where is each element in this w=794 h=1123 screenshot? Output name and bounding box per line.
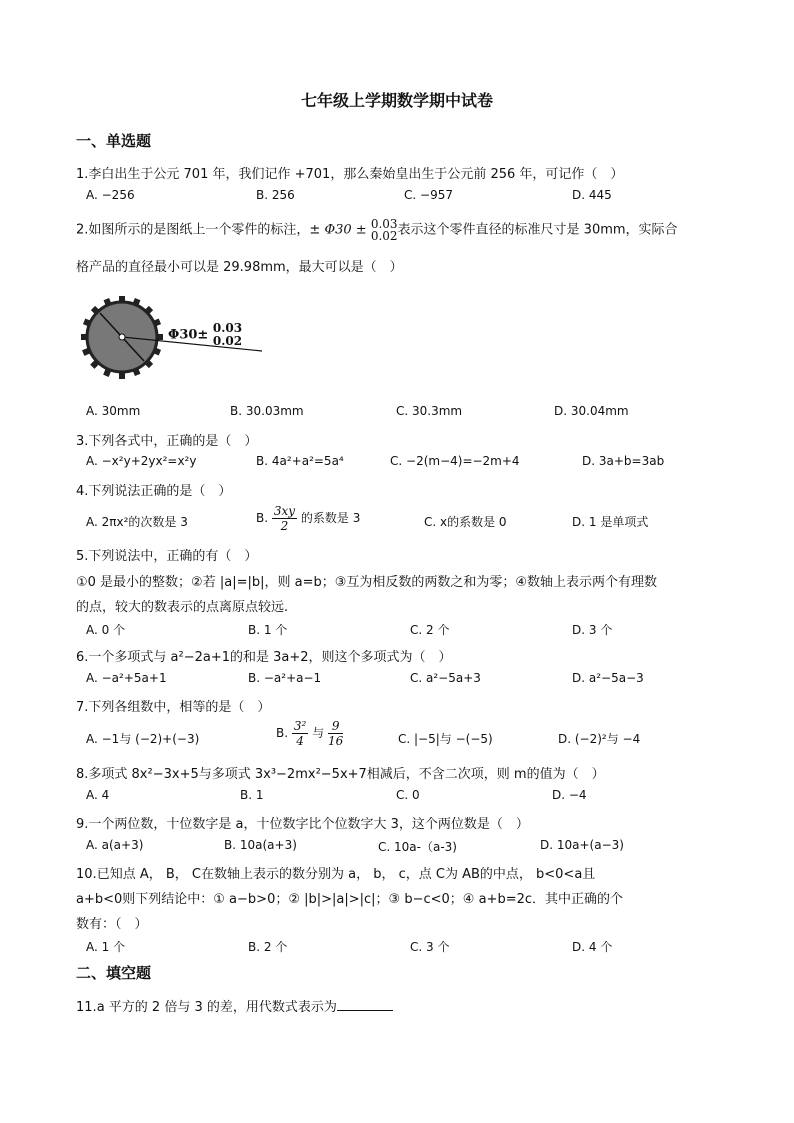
q7-option-a: A. −1与 (−2)+(−3) [86,732,200,746]
answer-blank[interactable] [337,998,393,1011]
tolerance-stack: 0.03 0.02 [370,217,398,243]
question-10: 10.已知点 A， B， C在数轴上表示的数分别为 a， b， c，点 C为 AB的中点， b<0<a且 [76,867,596,882]
q3-option-a: A. −x²y+2yx²=x²y [86,454,197,468]
q1-option-d: D. 445 [572,188,612,202]
question-8: 8.多项式 8x²−3x+5与多项式 3x³−2mx²−5x+7相减后，不含二次项，则 m的值为（ ） [76,767,605,782]
q8-option-d: D. −4 [552,788,587,802]
section-heading-fill-in: 二、填空题 [76,964,152,982]
q3-option-b: B. 4a²+a²=5a⁴ [256,454,344,468]
q10-option-b: B. 2 个 [248,940,288,954]
q7-option-c: C. |−5|与 −(−5) [398,732,493,746]
q1-option-a: A. −256 [86,188,135,202]
page-title: 七年级上学期数学期中试卷 [300,91,493,110]
q6-option-d: D. a²−5a−3 [572,671,644,685]
q2-option-b: B. 30.03mm [230,404,304,418]
q5-option-b: B. 1 个 [248,623,288,637]
q9-option-d: D. 10a+(a−3) [540,838,624,852]
question-5-statements-cont: 的点，较大的数表示的点离原点较远. [76,600,289,615]
q4-option-a: A. 2πx²的次数是 3 [86,515,188,529]
q3-option-c: C. −2(m−4)=−2m+4 [390,454,520,468]
question-10-prompt: 数有：（ ） [76,917,148,932]
question-2-line-2: 格产品的直径最小可以是 29.98mm，最大可以是（ ） [76,260,403,275]
q6-option-c: C. a²−5a+3 [410,671,481,685]
question-6: 6.一个多项式与 a²−2a+1的和是 3a+2，则这个多项式为（ ） [76,650,452,665]
q6-option-b: B. −a²+a−1 [248,671,322,685]
q7-option-d: D. (−2)²与 −4 [558,732,641,746]
q8-option-c: C. 0 [396,788,420,802]
q9-option-a: A. a(a+3) [86,838,144,852]
q9-option-c: C. 10a-（a-3) [378,840,457,854]
q5-option-d: D. 3 个 [572,623,613,637]
question-9: 9.一个两位数，十位数字是 a，十位数字比个位数字大 3，这个两位数是（ ） [76,817,529,832]
q4-option-c: C. x的系数是 0 [424,515,507,529]
question-2-line-1: 2.如图所示的是图纸上一个零件的标注，± Φ30 ± 0.03 0.02 表示这个零件直径的标准尺寸是 30mm，实际合 [76,217,678,243]
figure-dimension-label: Φ30± 0.03 0.02 [168,321,243,348]
q10-option-c: C. 3 个 [410,940,450,954]
question-11: 11.a 平方的 2 倍与 3 的差，用代数式表示为 [76,996,393,1015]
q6-option-a: A. −a²+5a+1 [86,671,167,685]
q2-option-a: A. 30mm [86,404,141,418]
question-4: 4.下列说法正确的是（ ） [76,484,232,499]
q2-option-c: C. 30.3mm [396,404,463,418]
question-3: 3.下列各式中，正确的是（ ） [76,434,258,449]
q8-option-a: A. 4 [86,788,110,802]
q5-option-c: C. 2 个 [410,623,450,637]
question-5-statements: ①0 是最小的整数；②若 |a|=|b|，则 a=b；③互为相反数的两数之和为零；④数轴上表示两个有理数 [76,575,658,590]
q4-option-b: B. $\frac{3xy}{2}$ 的系数是 3 [256,504,361,533]
q2-option-d: D. 30.04mm [554,404,629,418]
section-heading-single-choice: 一、单选题 [76,132,152,150]
q3-option-d: D. 3a+b=3ab [582,454,665,468]
question-1: 1.李白出生于公元 701 年，我们记作 +701，那么秦始皇出生于公元前 256 年，可记作（ ） [76,167,624,182]
q10-option-d: D. 4 个 [572,940,613,954]
q4-option-d: D. 1 是单项式 [572,515,649,529]
q10-option-a: A. 1 个 [86,940,126,954]
q8-option-b: B. 1 [240,788,264,802]
question-5: 5.下列说法中，正确的有（ ） [76,549,258,564]
question-10-conditions: a+b<0则下列结论中：① a−b>0；② |b|>|a|>|c|；③ b−c<0；④ a+b=2c．其中正确的个 [76,892,624,907]
q1-option-c: C. −957 [404,188,453,202]
q1-option-b: B. 256 [256,188,295,202]
q7-option-b: B. $\frac{\text{3²}}{4}$ 与 $\frac{9}{16}$ [276,719,344,748]
question-7: 7.下列各组数中，相等的是（ ） [76,700,271,715]
q9-option-b: B. 10a(a+3) [224,838,297,852]
q5-option-a: A. 0 个 [86,623,126,637]
